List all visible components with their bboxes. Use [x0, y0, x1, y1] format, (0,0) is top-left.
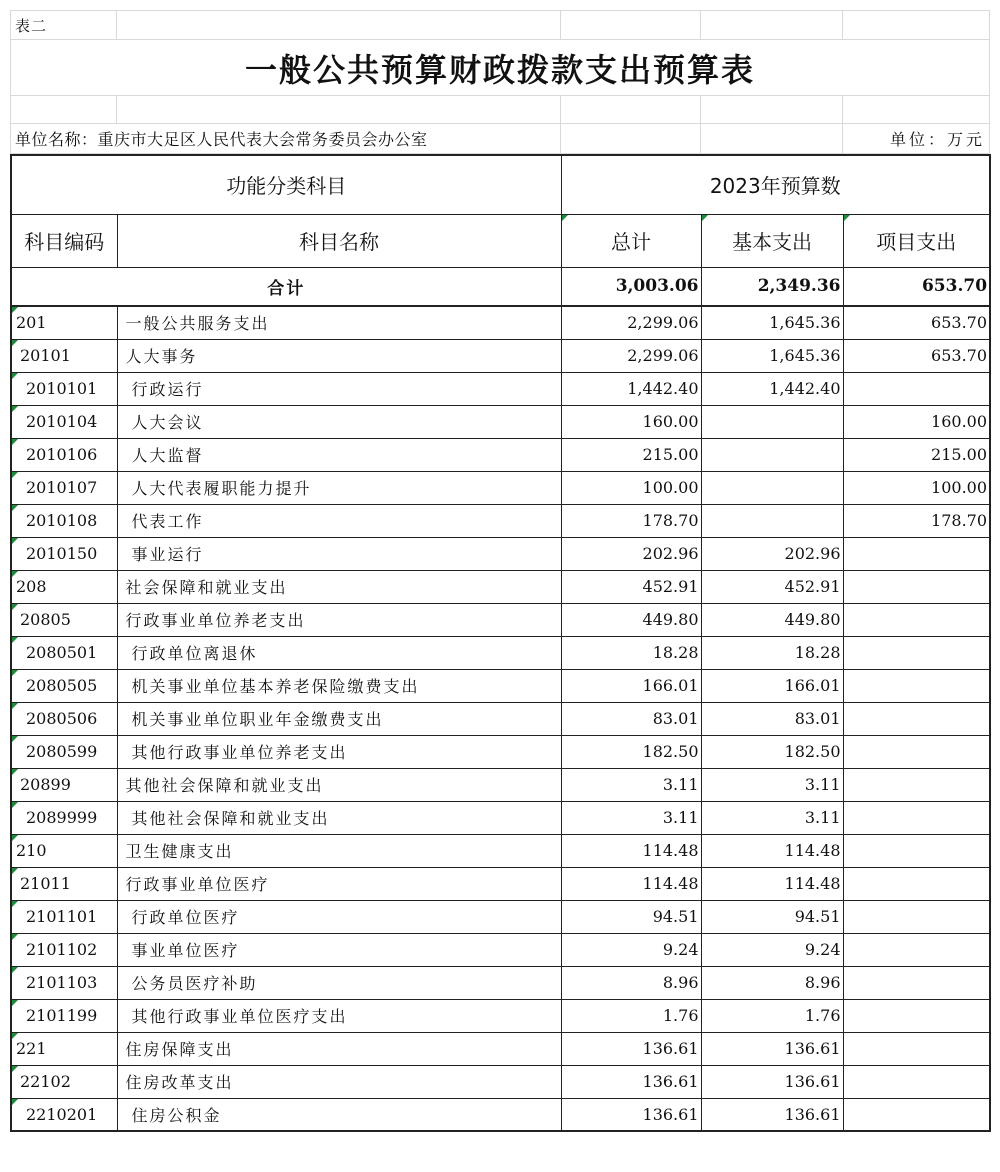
- row-code: 221: [11, 1032, 117, 1065]
- total-label: 合计: [11, 267, 561, 306]
- unit-label: 单位：万元: [843, 124, 990, 154]
- row-name: 一般公共服务支出: [117, 306, 561, 339]
- row-code: 2080599: [11, 735, 117, 768]
- row-basic: 9.24: [701, 933, 843, 966]
- row-name: 其他行政事业单位医疗支出: [117, 999, 561, 1032]
- row-code: 2101102: [11, 933, 117, 966]
- row-project: [843, 1098, 990, 1131]
- row-project: [843, 801, 990, 834]
- table-row: [11, 801, 990, 834]
- row-total: 3.11: [561, 801, 701, 834]
- row-name: 代表工作: [117, 504, 561, 537]
- row-code: 2089999: [11, 801, 117, 834]
- row-code: 2010108: [11, 504, 117, 537]
- table-row: [11, 603, 990, 636]
- row-name: 住房公积金: [117, 1098, 561, 1131]
- row-project: [843, 1065, 990, 1098]
- row-code: 201: [11, 306, 117, 339]
- row-name: 其他社会保障和就业支出: [117, 768, 561, 801]
- row-code: 2010106: [11, 438, 117, 471]
- row-project: [843, 537, 990, 570]
- row-total: 136.61: [561, 1098, 701, 1131]
- row-code: 208: [11, 570, 117, 603]
- row-basic: [701, 504, 843, 537]
- row-name: 行政事业单位养老支出: [117, 603, 561, 636]
- grid-cell: [843, 11, 990, 40]
- row-basic: 1,645.36: [701, 306, 843, 339]
- row-basic: 18.28: [701, 636, 843, 669]
- row-name: 住房保障支出: [117, 1032, 561, 1065]
- header-basic: 基本支出: [701, 214, 843, 267]
- row-total: 83.01: [561, 702, 701, 735]
- row-code: 2101103: [11, 966, 117, 999]
- row-basic: [701, 438, 843, 471]
- row-total: 160.00: [561, 405, 701, 438]
- row-code: 20899: [11, 768, 117, 801]
- row-basic: 202.96: [701, 537, 843, 570]
- grid-cell: [701, 11, 843, 40]
- row-project: [843, 999, 990, 1032]
- row-basic: 136.61: [701, 1032, 843, 1065]
- row-total: 8.96: [561, 966, 701, 999]
- header-total: 总计: [561, 214, 701, 267]
- table-row: [11, 471, 990, 504]
- table-row: [11, 999, 990, 1032]
- table-row: [11, 405, 990, 438]
- row-project: 178.70: [843, 504, 990, 537]
- table-row: [11, 702, 990, 735]
- grid-cell: [561, 11, 701, 40]
- table-row: [11, 372, 990, 405]
- row-total: 18.28: [561, 636, 701, 669]
- row-basic: 114.48: [701, 867, 843, 900]
- table-row: [11, 933, 990, 966]
- unit-name: 单位名称：重庆市大足区人民代表大会常务委员会办公室: [11, 124, 561, 154]
- row-total: 3.11: [561, 768, 701, 801]
- total-basic: 2,349.36: [701, 267, 843, 306]
- header-code: 科目编码: [11, 214, 117, 267]
- row-total: 449.80: [561, 603, 701, 636]
- row-project: [843, 372, 990, 405]
- row-code: 20101: [11, 339, 117, 372]
- row-code: 2080506: [11, 702, 117, 735]
- row-total: 202.96: [561, 537, 701, 570]
- row-basic: 8.96: [701, 966, 843, 999]
- table-row: [11, 438, 990, 471]
- row-basic: 1,442.40: [701, 372, 843, 405]
- row-basic: [701, 405, 843, 438]
- budget-table: [10, 154, 991, 1132]
- row-name: 住房改革支出: [117, 1065, 561, 1098]
- row-total: 2,299.06: [561, 306, 701, 339]
- row-project: [843, 768, 990, 801]
- grid-cell: [11, 96, 117, 124]
- header-func-category: 功能分类科目: [11, 155, 561, 214]
- table-row: [11, 504, 990, 537]
- grid-cell: [701, 96, 843, 124]
- row-name: 人大事务: [117, 339, 561, 372]
- row-total: 114.48: [561, 834, 701, 867]
- row-name: 其他社会保障和就业支出: [117, 801, 561, 834]
- row-name: 行政事业单位医疗: [117, 867, 561, 900]
- row-basic: 114.48: [701, 834, 843, 867]
- row-code: 22102: [11, 1065, 117, 1098]
- row-name: 事业单位医疗: [117, 933, 561, 966]
- row-project: 653.70: [843, 306, 990, 339]
- row-code: 2010101: [11, 372, 117, 405]
- row-total: 114.48: [561, 867, 701, 900]
- row-basic: 1.76: [701, 999, 843, 1032]
- row-basic: 166.01: [701, 669, 843, 702]
- row-total: 182.50: [561, 735, 701, 768]
- table-row: [11, 570, 990, 603]
- sheet-tag: 表二: [11, 11, 117, 40]
- row-name: 行政单位医疗: [117, 900, 561, 933]
- sheet-header-grid: [10, 10, 990, 154]
- row-project: [843, 900, 990, 933]
- grid-cell: [561, 96, 701, 124]
- row-project: [843, 867, 990, 900]
- row-total: 215.00: [561, 438, 701, 471]
- table-row: [11, 900, 990, 933]
- row-project: [843, 834, 990, 867]
- header-budget-year: 2023年预算数: [561, 155, 990, 214]
- row-total: 136.61: [561, 1032, 701, 1065]
- row-name: 其他行政事业单位养老支出: [117, 735, 561, 768]
- table-row: [11, 867, 990, 900]
- row-project: [843, 636, 990, 669]
- row-code: 2010104: [11, 405, 117, 438]
- row-name: 行政单位离退休: [117, 636, 561, 669]
- row-basic: 3.11: [701, 801, 843, 834]
- row-total: 136.61: [561, 1065, 701, 1098]
- table-row: [11, 669, 990, 702]
- row-total: 1,442.40: [561, 372, 701, 405]
- row-code: 2210201: [11, 1098, 117, 1131]
- grid-cell: [843, 96, 990, 124]
- grid-cell: [561, 124, 701, 154]
- row-total: 178.70: [561, 504, 701, 537]
- row-total: 166.01: [561, 669, 701, 702]
- row-basic: 452.91: [701, 570, 843, 603]
- row-basic: 136.61: [701, 1098, 843, 1131]
- row-code: 2101101: [11, 900, 117, 933]
- row-code: 2010150: [11, 537, 117, 570]
- table-row: [11, 537, 990, 570]
- grid-cell: [117, 96, 561, 124]
- row-total: 1.76: [561, 999, 701, 1032]
- table-row: [11, 735, 990, 768]
- row-name: 人大代表履职能力提升: [117, 471, 561, 504]
- row-name: 行政运行: [117, 372, 561, 405]
- table-row: [11, 768, 990, 801]
- row-project: [843, 933, 990, 966]
- row-total: 452.91: [561, 570, 701, 603]
- row-basic: 3.11: [701, 768, 843, 801]
- row-project: [843, 603, 990, 636]
- grid-cell: [117, 11, 561, 40]
- total-sum: 3,003.06: [561, 267, 701, 306]
- row-code: 2101199: [11, 999, 117, 1032]
- table-row: [11, 306, 990, 339]
- total-project: 653.70: [843, 267, 990, 306]
- table-row: [11, 1065, 990, 1098]
- row-project: [843, 966, 990, 999]
- row-total: 100.00: [561, 471, 701, 504]
- row-project: [843, 735, 990, 768]
- header-name: 科目名称: [117, 214, 561, 267]
- row-total: 94.51: [561, 900, 701, 933]
- row-basic: 1,645.36: [701, 339, 843, 372]
- row-code: 21011: [11, 867, 117, 900]
- row-basic: 449.80: [701, 603, 843, 636]
- row-basic: 182.50: [701, 735, 843, 768]
- row-total: 2,299.06: [561, 339, 701, 372]
- row-project: 653.70: [843, 339, 990, 372]
- row-name: 社会保障和就业支出: [117, 570, 561, 603]
- row-code: 210: [11, 834, 117, 867]
- row-project: [843, 669, 990, 702]
- table-row: [11, 1032, 990, 1065]
- table-row: [11, 966, 990, 999]
- grid-cell: [701, 124, 843, 154]
- row-project: [843, 570, 990, 603]
- page-title: 一般公共预算财政拨款支出预算表: [11, 40, 990, 96]
- row-code: 2080501: [11, 636, 117, 669]
- table-row: [11, 834, 990, 867]
- row-name: 事业运行: [117, 537, 561, 570]
- row-project: 215.00: [843, 438, 990, 471]
- row-name: 卫生健康支出: [117, 834, 561, 867]
- row-code: 2010107: [11, 471, 117, 504]
- row-name: 公务员医疗补助: [117, 966, 561, 999]
- table-row: [11, 1098, 990, 1131]
- row-basic: 83.01: [701, 702, 843, 735]
- row-basic: 94.51: [701, 900, 843, 933]
- row-name: 人大会议: [117, 405, 561, 438]
- row-basic: 136.61: [701, 1065, 843, 1098]
- row-total: 9.24: [561, 933, 701, 966]
- row-project: 100.00: [843, 471, 990, 504]
- row-project: [843, 702, 990, 735]
- total-row: [11, 267, 990, 306]
- table-row: [11, 636, 990, 669]
- row-basic: [701, 471, 843, 504]
- row-name: 机关事业单位基本养老保险缴费支出: [117, 669, 561, 702]
- row-code: 20805: [11, 603, 117, 636]
- row-project: 160.00: [843, 405, 990, 438]
- header-project: 项目支出: [843, 214, 990, 267]
- budget-sheet: [10, 10, 989, 1132]
- row-name: 人大监督: [117, 438, 561, 471]
- row-name: 机关事业单位职业年金缴费支出: [117, 702, 561, 735]
- row-project: [843, 1032, 990, 1065]
- table-row: [11, 339, 990, 372]
- row-code: 2080505: [11, 669, 117, 702]
